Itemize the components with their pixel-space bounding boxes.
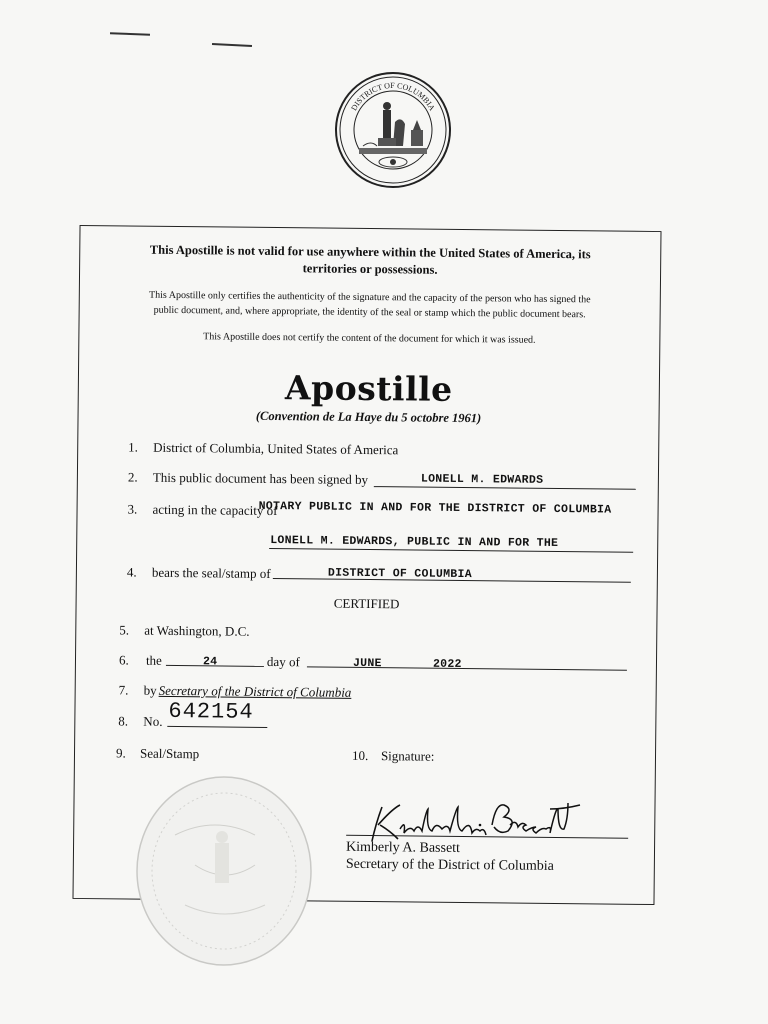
item-number: 3.: [127, 501, 138, 517]
day-value: 24: [202, 655, 218, 669]
apostille-number: 642154: [168, 698, 254, 725]
capacity-label: acting in the capacity of: [152, 501, 278, 519]
item-number: 7.: [118, 682, 129, 698]
signature-label: Signature:: [380, 748, 435, 764]
signed-by-value: LONELL M. EDWARDS: [420, 472, 544, 487]
notice-line-2: territories or possessions.: [302, 261, 438, 277]
item-number: 9.: [115, 745, 126, 761]
capacity-value: NOTARY PUBLIC IN AND FOR THE DISTRICT OF COLUMBIA: [258, 499, 612, 517]
content-notice: This Apostille does not certify the content of the document for which it was issued.: [203, 331, 536, 346]
capacity-value-2: LONELL M. EDWARDS, PUBLIC IN AND FOR THE: [270, 533, 559, 551]
certified-label: CERTIFIED: [333, 595, 400, 612]
seal-value: DISTRICT OF COLUMBIA: [327, 566, 473, 582]
seal-stamp-label: Seal/Stamp: [139, 745, 200, 762]
signed-by-label: This public document has been signed by: [152, 469, 369, 488]
signatory-title: Secretary of the District of Columbia: [345, 856, 554, 874]
seal-label: bears the seal/stamp of: [151, 564, 271, 581]
by-label: by: [143, 682, 157, 698]
month-value: JUNE: [352, 656, 382, 671]
item-number: 8.: [118, 713, 129, 729]
handwritten-signature: [360, 795, 600, 847]
scan-mark: [110, 32, 150, 35]
embossed-seal: [135, 775, 313, 967]
the-label: the: [145, 652, 162, 668]
no-label: No.: [143, 713, 163, 729]
year-value: 2022: [432, 657, 462, 671]
by-value: Secretary of the District of Columbia: [158, 682, 352, 700]
svg-text:DISTRICT OF COLUMBIA: [349, 81, 437, 112]
signed-by-line: [374, 486, 636, 490]
signatory-name: Kimberly A. Bassett: [345, 839, 461, 856]
district-seal-top: [333, 70, 453, 190]
convention-subtitle: (Convention de La Haye du 5 octobre 1961): [255, 408, 482, 426]
item-number: 1.: [128, 439, 139, 455]
number-line: [167, 726, 267, 728]
item-number: 2.: [127, 469, 138, 485]
seal-text: DISTRICT OF COLUMBIA: [349, 80, 437, 113]
apostille-title: Apostille: [284, 368, 453, 409]
country-field: District of Columbia, United States of America: [153, 439, 399, 458]
day-of-label: day of: [266, 653, 300, 670]
scan-mark: [212, 43, 252, 47]
certifies-line-1: This Apostille only certifies the authenticity of the signature and the capacity of the person who has signed the: [148, 289, 591, 306]
item-number: 6.: [118, 652, 129, 668]
item-number: 5.: [119, 622, 130, 638]
certifies-line-2: public document, and, where appropriate, the identity of the seal or stamp which the public document bears.: [153, 304, 586, 321]
place-field: at Washington, D.C.: [144, 622, 250, 639]
item-number: 4.: [126, 564, 137, 580]
notice-line-1: This Apostille is not valid for use anywhere within the United States of America, its: [149, 242, 591, 262]
item-number: 10.: [351, 747, 369, 764]
